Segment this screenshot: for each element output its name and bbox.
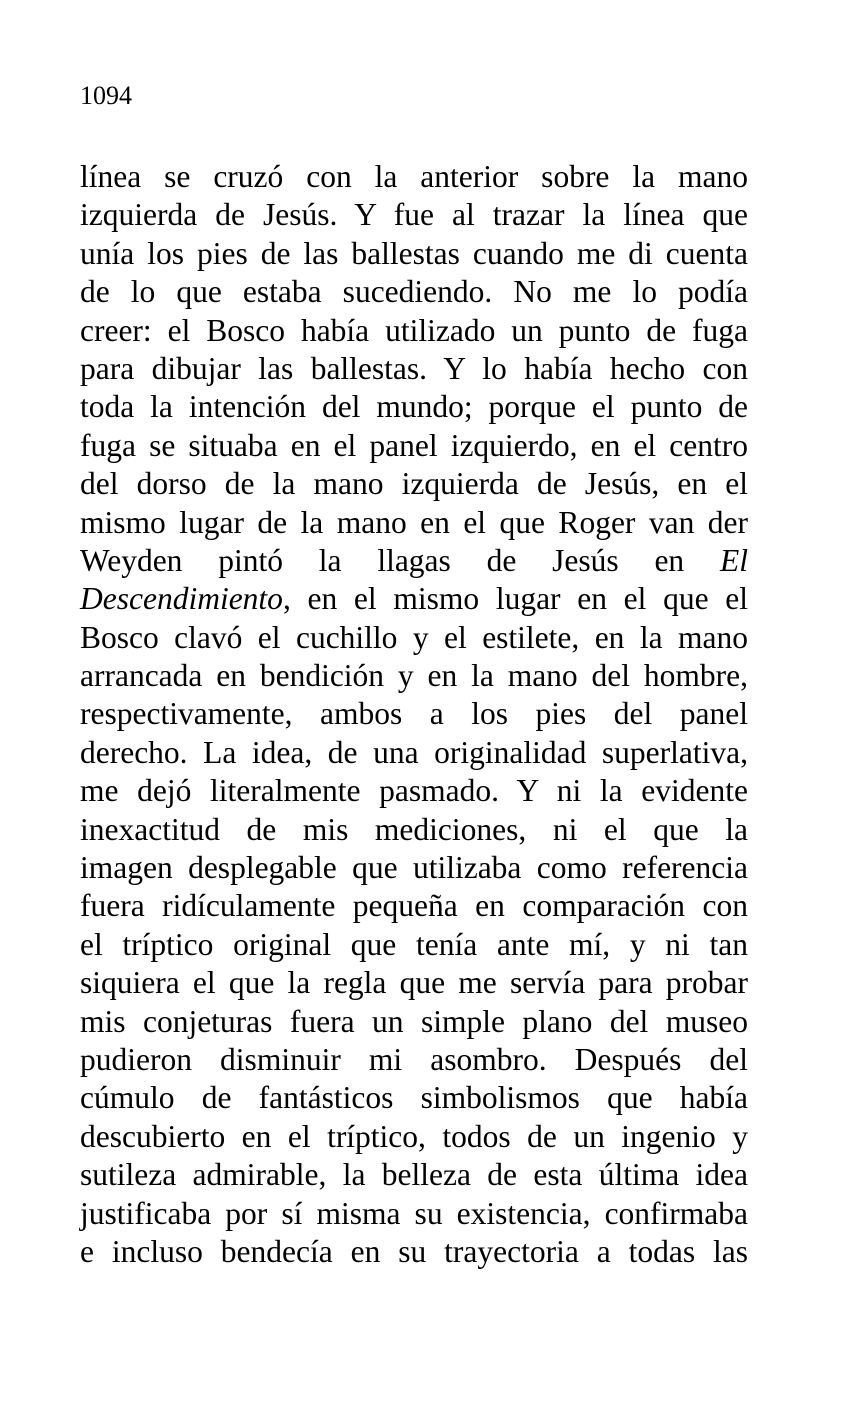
text-line: e incluso bendecía en su trayectoria a todas las — [80, 1233, 748, 1269]
text-line: imagen desplegable que utilizaba como referencia — [80, 850, 748, 886]
text-line: para dibujar las ballestas. Y lo había hecho con — [80, 350, 748, 386]
text-line: mismo lugar de la mano en el que Roger van der — [80, 504, 748, 540]
text-line: siquiera el que la regla que me servía para probar — [80, 965, 748, 1001]
text-line: arrancada en bendición y en la mano del hombre, — [80, 658, 748, 694]
text-line: creer: el Bosco había utilizado un punto de fuga — [80, 312, 748, 348]
text-line: fuga se situaba en el panel izquierdo, en el centro — [80, 427, 748, 463]
text-line: me dejó literalmente pasmado. Y ni la evidente — [80, 773, 748, 809]
text-line: izquierda de Jesús. Y fue al trazar la línea que — [80, 197, 748, 233]
text-line: toda la intención del mundo; porque el punto de — [80, 389, 748, 425]
text-line: Bosco clavó el cuchillo y el estilete, en la mano — [80, 619, 748, 655]
italic-title-segment: Descendimiento — [80, 581, 283, 617]
text-segment: , en el mismo lugar en el que el — [282, 581, 748, 617]
text-line: fuera ridículamente pequeña en comparación con — [80, 888, 748, 924]
text-line: respectivamente, ambos a los pies del panel — [80, 696, 748, 732]
text-line: descubierto en el tríptico, todos de un ingenio y — [80, 1118, 748, 1154]
text-line: del dorso de la mano izquierda de Jesús, en el — [80, 466, 748, 502]
page-number: 1094 — [80, 81, 132, 110]
italic-title-segment: El — [720, 542, 748, 578]
text-line: de lo que estaba sucediendo. No me lo podía — [80, 274, 748, 310]
text-line: mis conjeturas fuera un simple plano del museo — [80, 1003, 748, 1039]
text-line: unía los pies de las ballestas cuando me di cuenta — [80, 235, 748, 271]
text-line — [80, 580, 748, 618]
text-line: justificaba por sí misma su existencia, confirmaba — [80, 1195, 748, 1231]
text-segment: Weyden pintó la llagas de Jesús en — [80, 542, 685, 578]
text-line: pudieron disminuir mi asombro. Después del — [80, 1041, 748, 1077]
text-line: línea se cruzó con la anterior sobre la mano — [80, 159, 748, 194]
text-line: inexactitud de mis mediciones, ni el que la — [80, 811, 748, 847]
text-line: derecho. La idea, de una originalidad superlativa, — [80, 734, 748, 770]
text-line — [80, 542, 748, 580]
body-text — [80, 158, 748, 1271]
text-line: cúmulo de fantásticos simbolismos que había — [80, 1080, 748, 1116]
text-line: sutileza admirable, la belleza de esta última idea — [80, 1157, 748, 1193]
text-line: el tríptico original que tenía ante mí, y ni tan — [80, 926, 748, 962]
